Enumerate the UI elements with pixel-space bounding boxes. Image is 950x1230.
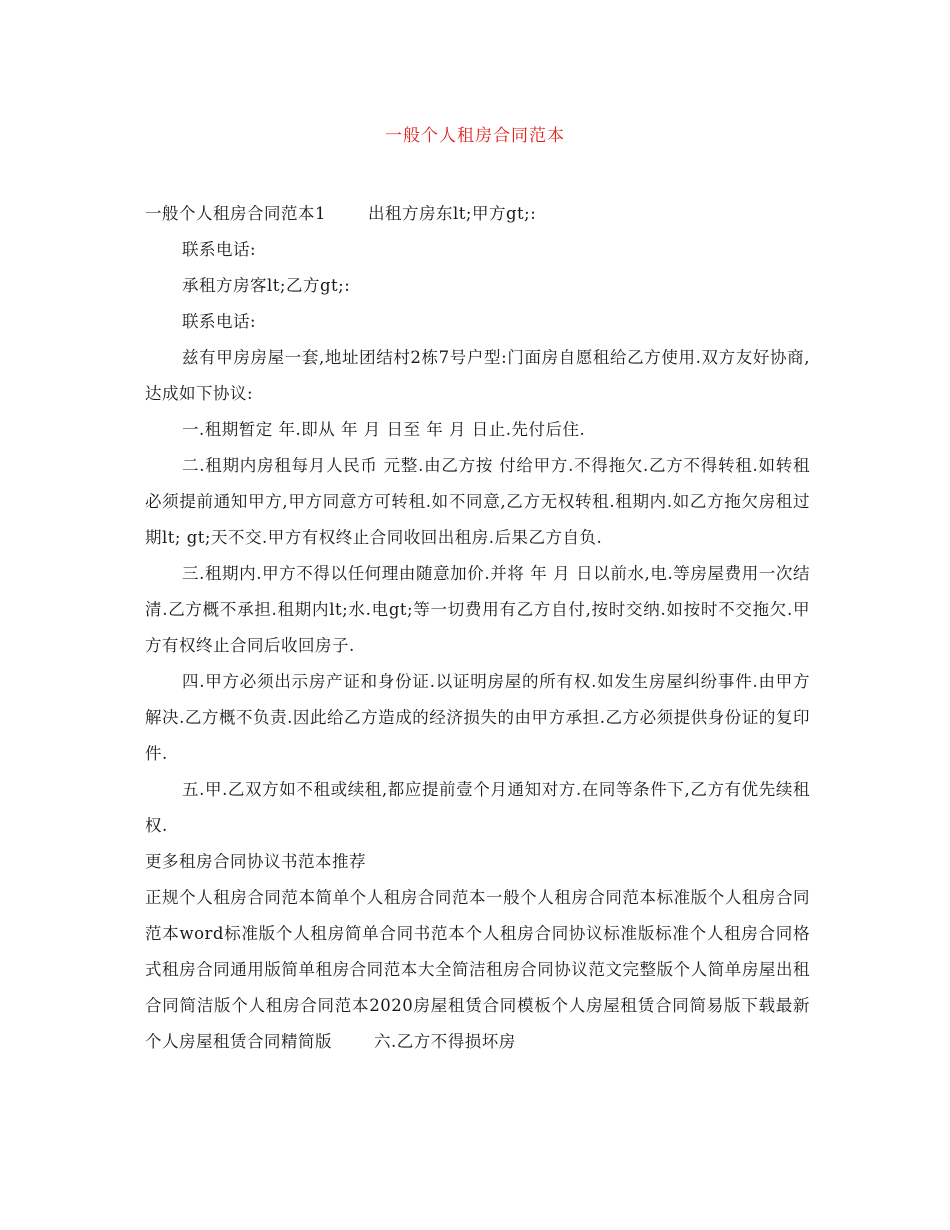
contract-heading-line bbox=[145, 196, 810, 232]
lessor-label: 出租方房东lt;甲方gt;: bbox=[368, 204, 537, 223]
intro-paragraph: 兹有甲房房屋一套,地址团结村2栋7号户型:门面房自愿租给乙方使用.双方友好协商,达成如下协议: bbox=[145, 348, 810, 403]
recommend-text-block bbox=[145, 880, 810, 1060]
recommend-heading: 更多租房合同协议书范本推荐 bbox=[145, 852, 366, 871]
document-body bbox=[145, 196, 810, 1060]
document-title: 一般个人租房合同范本 bbox=[385, 126, 565, 146]
recommend-links: 正规个人租房合同范本简单个人租房合同范本一般个人租房合同范本标准版个人租房合同范本word标准版个人租房简单合同书范本个人租房合同协议标准版标准个人租房合同格式租房合同通用版简单租房合同范本大全简洁租房合同协议范文完整版个人简单房屋出租合同简洁版个人租房合同范本2020房屋租赁合同模板个人房屋租赁合同简易版下载最新个人房屋租赁合同精简版 bbox=[145, 888, 810, 1051]
lessee-phone: 联系电话: bbox=[182, 312, 257, 331]
lessor-phone: 联系电话: bbox=[182, 240, 257, 259]
clause-3: 三.租期内.甲方不得以任何理由随意加价.并将 年 月 日以前水,电.等房屋费用一次结清.乙方概不承担.租期内lt;水.电gt;等一切费用有乙方自付,按时交纳.如按时不交拖欠.甲方有权终止合同后收回房子. bbox=[145, 564, 810, 655]
clause-4: 四.甲方必须出示房产证和身份证.以证明房屋的所有权.如发生房屋纠纷事件.由甲方解决.乙方概不负责.因此给乙方造成的经济损失的由甲方承担.乙方必须提供身份证的复印件. bbox=[145, 672, 810, 763]
clause-5: 五.甲.乙双方如不租或续租,都应提前壹个月通知对方.在同等条件下,乙方有优先续租权. bbox=[145, 780, 810, 835]
clause-2: 二.租期内房租每月人民币 元整.由乙方按 付给甲方.不得拖欠.乙方不得转租.如转租必须提前通知甲方,甲方同意方可转租.如不同意,乙方无权转租.租期内.如乙方拖欠房租过期lt; gt;天不交.甲方有权终止合同收回出租房.后果乙方自负. bbox=[145, 456, 810, 547]
lessee-label: 承租方房客lt;乙方gt;: bbox=[182, 276, 351, 295]
contract-number: 一般个人租房合同范本1 bbox=[145, 204, 326, 223]
clause-6-start: 六.乙方不得损坏房 bbox=[374, 1032, 516, 1051]
clause-1: 一.租期暂定 年.即从 年 月 日至 年 月 日止.先付后住. bbox=[182, 420, 586, 439]
